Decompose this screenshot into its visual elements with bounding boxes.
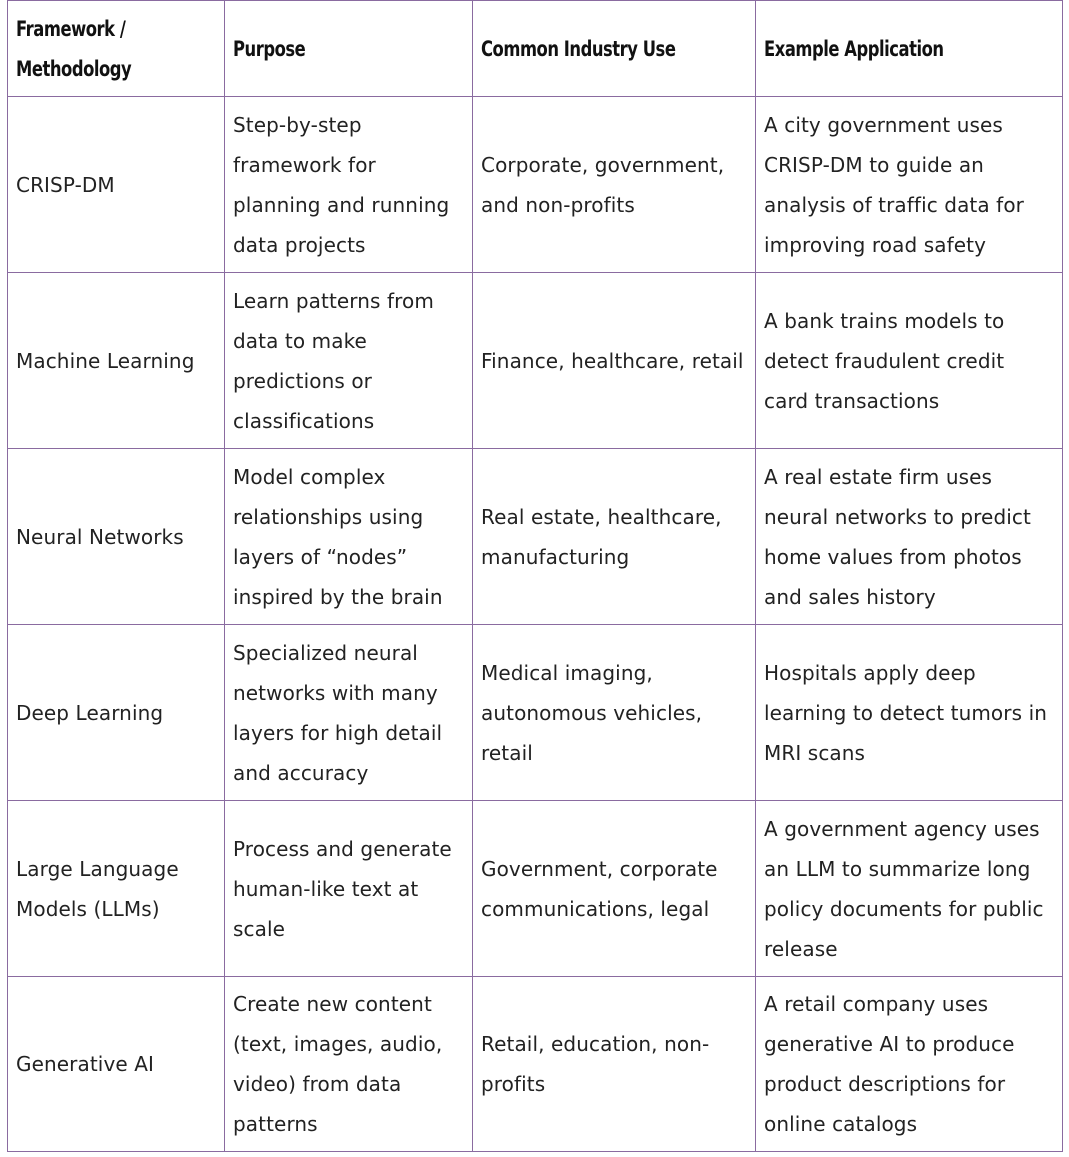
table-row	[8, 97, 1063, 273]
table-row	[8, 625, 1063, 801]
cell-example: A bank trains models to detect fraudulent credit card transactions	[756, 273, 1063, 449]
cell-industry: Real estate, healthcare, manufacturing	[473, 449, 756, 625]
cell-purpose: Model complex relationships using layers of “nodes” inspired by the brain	[225, 449, 473, 625]
header-industry-use-label: Common Industry Use	[481, 36, 676, 61]
cell-purpose: Specialized neural networks with many layers for high detail and accuracy	[225, 625, 473, 801]
header-framework-line-1: Framework /	[16, 16, 126, 41]
header-purpose	[225, 1, 473, 97]
header-example-application-label: Example Application	[764, 36, 944, 61]
table-header-row	[8, 1, 1063, 97]
cell-example: A government agency uses an LLM to summarize long policy documents for public release	[756, 801, 1063, 977]
cell-framework: CRISP-DM	[8, 97, 225, 273]
header-example-application	[756, 1, 1063, 97]
cell-framework: Generative AI	[8, 977, 225, 1152]
cell-example: Hospitals apply deep learning to detect tumors in MRI scans	[756, 625, 1063, 801]
cell-framework: Deep Learning	[8, 625, 225, 801]
framework-table-container	[7, 0, 1063, 1152]
cell-example: A retail company uses generative AI to produce product descriptions for online catalogs	[756, 977, 1063, 1152]
cell-industry: Finance, healthcare, retail	[473, 273, 756, 449]
cell-purpose: Create new content (text, images, audio, video) from data patterns	[225, 977, 473, 1152]
cell-example: A city government uses CRISP-DM to guide an analysis of traffic data for improving road safety	[756, 97, 1063, 273]
table-row	[8, 273, 1063, 449]
cell-industry: Medical imaging, autonomous vehicles, retail	[473, 625, 756, 801]
cell-industry: Retail, education, non-profits	[473, 977, 756, 1152]
cell-industry: Government, corporate communications, legal	[473, 801, 756, 977]
cell-framework: Neural Networks	[8, 449, 225, 625]
cell-purpose: Learn patterns from data to make predictions or classifications	[225, 273, 473, 449]
framework-comparison-table	[7, 0, 1063, 1152]
header-purpose-label: Purpose	[233, 36, 306, 61]
cell-example: A real estate firm uses neural networks to predict home values from photos and sales history	[756, 449, 1063, 625]
header-framework-line-2: Methodology	[16, 56, 132, 81]
cell-purpose: Step-by-step framework for planning and running data projects	[225, 97, 473, 273]
table-row	[8, 801, 1063, 977]
header-industry-use	[473, 1, 756, 97]
cell-framework: Machine Learning	[8, 273, 225, 449]
cell-industry: Corporate, government, and non-profits	[473, 97, 756, 273]
table-row	[8, 977, 1063, 1152]
table-row	[8, 449, 1063, 625]
header-framework	[8, 1, 225, 97]
cell-purpose: Process and generate human-like text at scale	[225, 801, 473, 977]
cell-framework: Large Language Models (LLMs)	[8, 801, 225, 977]
